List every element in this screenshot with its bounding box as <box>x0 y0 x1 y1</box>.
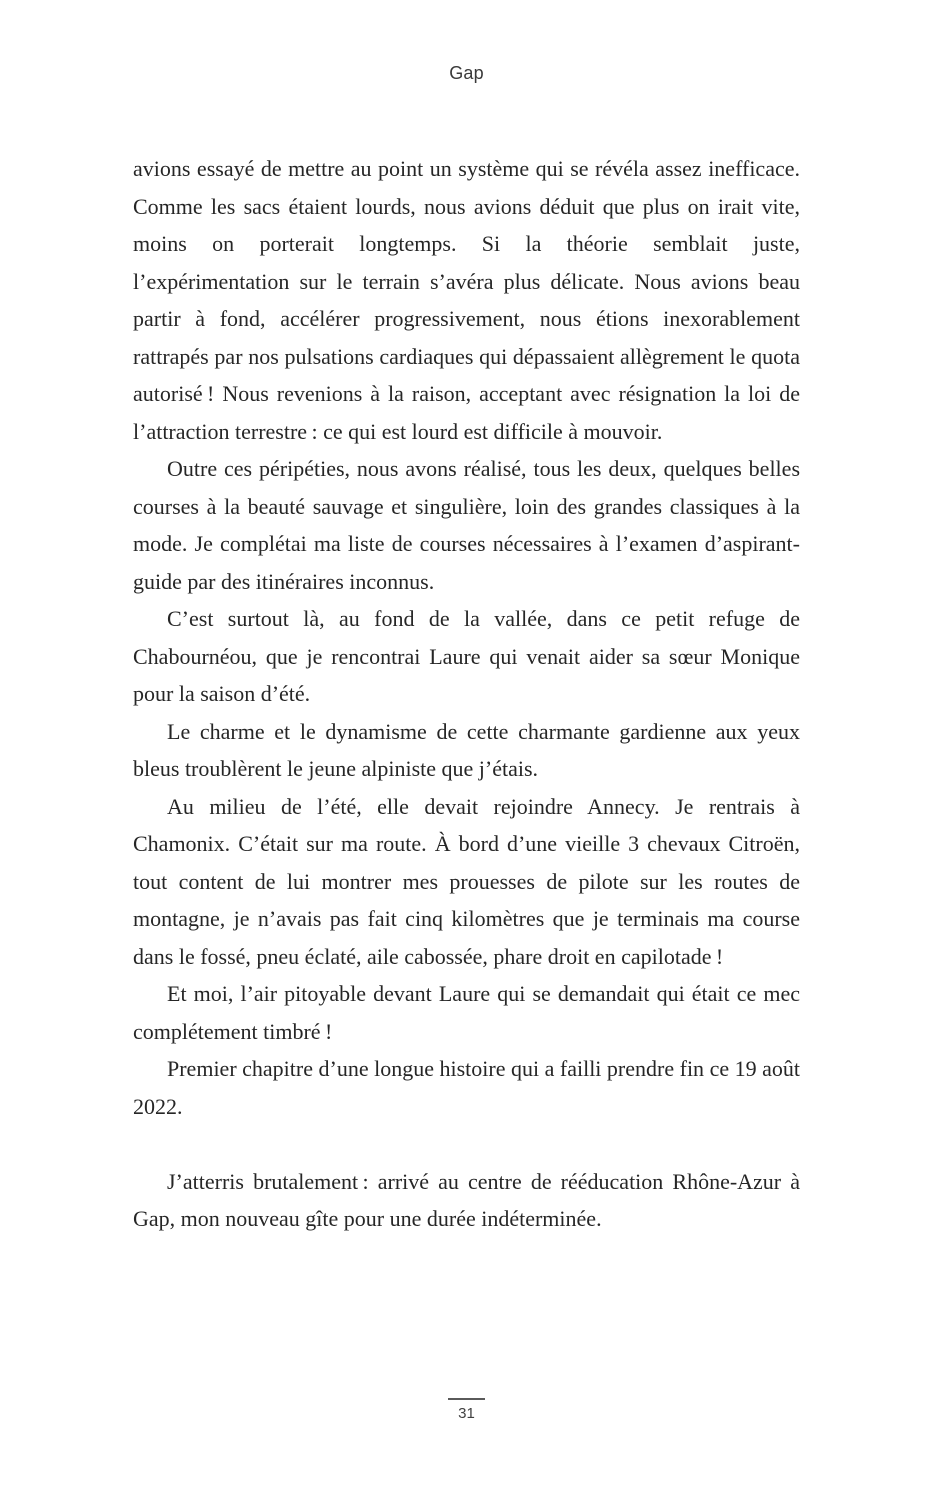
paragraph: Premier chapitre d’une longue histoire qui a failli prendre fin ce 19 août 2022. <box>133 1056 800 1119</box>
paragraph: Et moi, l’air pitoyable devant Laure qui se demandait qui était ce mec complétement timbré ! <box>133 981 800 1044</box>
paragraph: Le charme et le dynamisme de cette charmante gardienne aux yeux bleus troublèrent le jeune alpiniste que j’étais. <box>133 718 800 781</box>
footer-rule-divider <box>448 1398 485 1400</box>
paragraph: Au milieu de l’été, elle devait rejoindre Annecy. Je rentrais à Chamonix. C’était sur ma route. À bord d’une vieille 3 chevaux Citroën, tout content de lui montrer mes prouesses de pilote sur les routes de montagne, je n’avais pas fait cinq kilomètres que je terminais ma course dans le fossé, pneu éclaté, aile cabossée, phare droit en capilotade ! <box>133 793 800 969</box>
paragraph: Outre ces péripéties, nous avons réalisé, tous les deux, quelques belles courses à la beauté sauvage et singulière, loin des grandes classiques à la mode. Je complétai ma liste de courses nécessaires à l’examen d’aspirant-guide par des itinéraires inconnus. <box>133 456 800 594</box>
paragraph: C’est surtout là, au fond de la vallée, dans ce petit refuge de Chabournéou, que je rencontrai Laure qui venait aider sa sœur Monique pour la saison d’été. <box>133 606 800 706</box>
running-header: Gap <box>449 63 484 83</box>
body-text <box>133 150 800 1238</box>
paragraph-section-start: J’atterris brutalement : arrivé au centre de rééducation Rhône-Azur à Gap, mon nouveau gîte pour une durée indéterminée. <box>133 1168 800 1231</box>
paragraph-continuation: avions essayé de mettre au point un système qui se révéla assez inefficace. Comme les sacs étaient lourds, nous avions déduit que plus on irait vite, moins on porterait longtemps. Si la théorie semblait juste, l’expérimentation sur le terrain s’avéra plus délicate. Nous avions beau partir à fond, accélérer progressivement, nous étions inexorablement rattrapés par nos pulsations cardiaques qui dépassaient allègrement le quota autorisé ! Nous revenions à la raison, acceptant avec résignation la loi de l’attraction terrestre : ce qui est lourd est difficile à mouvoir. <box>133 156 800 444</box>
page-footer <box>0 1398 933 1422</box>
page-number: 31 <box>458 1405 475 1422</box>
